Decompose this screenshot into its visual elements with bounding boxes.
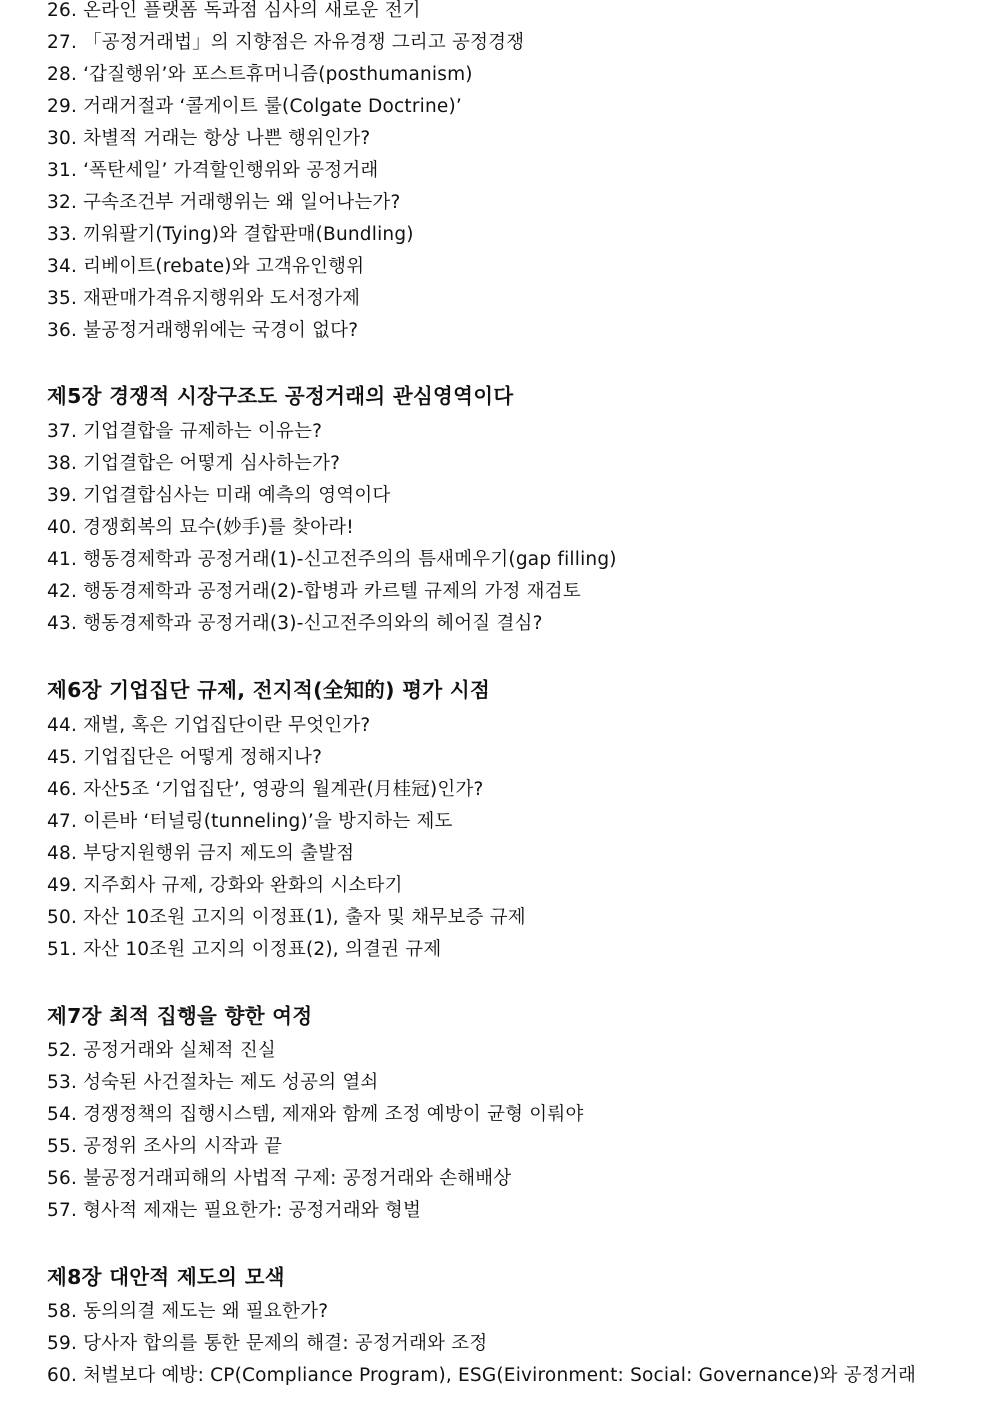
toc-item-60: 60. 처벌보다 예방: CP(Compliance Program), ESG(Eivironment: Social: Governance)와 공정거래 (47, 1365, 917, 1386)
toc-item-34: 34. 리베이트(rebate)와 고객유인행위 (47, 256, 365, 277)
toc-item-31: 31. ‘폭탄세일’ 가격할인행위와 공정거래 (47, 160, 379, 181)
toc-item-47: 47. 이른바 ‘터널링(tunneling)’을 방지하는 제도 (47, 811, 453, 832)
toc-item-59: 59. 당사자 합의를 통한 문제의 해결: 공정거래와 조정 (47, 1333, 488, 1354)
toc-item-33: 33. 끼워팔기(Tying)와 결합판매(Bundling) (47, 224, 414, 245)
toc-item-46: 46. 자산5조 ‘기업집단’, 영광의 월계관(月桂冠)인가? (47, 779, 484, 800)
chapter-7-heading: 제7장 최적 집행을 향한 여정 (47, 1004, 313, 1028)
chapter-5-heading: 제5장 경쟁적 시장구조도 공정거래의 관심영역이다 (47, 384, 514, 408)
toc-item-42: 42. 행동경제학과 공정거래(2)-합병과 카르텔 규제의 가정 재검토 (47, 581, 581, 602)
toc-item-58: 58. 동의의결 제도는 왜 필요한가? (47, 1301, 329, 1322)
toc-item-56: 56. 불공정거래피해의 사법적 구제: 공정거래와 손해배상 (47, 1168, 512, 1189)
toc-item-39: 39. 기업결합심사는 미래 예측의 영역이다 (47, 485, 391, 506)
toc-item-30: 30. 차별적 거래는 항상 나쁜 행위인가? (47, 128, 371, 149)
toc-item-28: 28. ‘갑질행위’와 포스트휴머니즘(posthumanism) (47, 64, 473, 85)
toc-item-51: 51. 자산 10조원 고지의 이정표(2), 의결권 규제 (47, 939, 442, 960)
chapter-6-heading: 제6장 기업집단 규제, 전지적(全知的) 평가 시점 (47, 678, 491, 702)
toc-item-44: 44. 재벌, 혹은 기업집단이란 무엇인가? (47, 715, 371, 736)
toc-item-26: 26. 온라인 플랫폼 독과점 심사의 새로운 전기 (47, 0, 421, 21)
toc-item-32: 32. 구속조건부 거래행위는 왜 일어나는가? (47, 192, 401, 213)
toc-item-43: 43. 행동경제학과 공정거래(3)-신고전주의와의 헤어질 결심? (47, 613, 543, 634)
toc-item-29: 29. 거래거절과 ‘콜게이트 룰(Colgate Doctrine)’ (47, 96, 462, 117)
chapter-8-heading: 제8장 대안적 제도의 모색 (47, 1265, 285, 1289)
toc-item-48: 48. 부당지원행위 금지 제도의 출발점 (47, 843, 355, 864)
toc-item-49: 49. 지주회사 규제, 강화와 완화의 시소타기 (47, 875, 403, 896)
toc-item-27: 27. 「공정거래법」의 지향점은 자유경쟁 그리고 공정경쟁 (47, 32, 525, 53)
toc-item-37: 37. 기업결합을 규제하는 이유는? (47, 421, 323, 442)
toc-item-35: 35. 재판매가격유지행위와 도서정가제 (47, 288, 361, 309)
toc-item-54: 54. 경쟁정책의 집행시스템, 제재와 함께 조정 예방이 균형 이뤄야 (47, 1104, 584, 1125)
toc-item-53: 53. 성숙된 사건절차는 제도 성공의 열쇠 (47, 1072, 379, 1093)
toc-item-55: 55. 공정위 조사의 시작과 끝 (47, 1136, 283, 1157)
toc-item-45: 45. 기업집단은 어떻게 정해지나? (47, 747, 323, 768)
toc-item-57: 57. 형사적 제재는 필요한가: 공정거래와 형벌 (47, 1200, 422, 1221)
toc-item-41: 41. 행동경제학과 공정거래(1)-신고전주의의 틈새메우기(gap filling) (47, 549, 617, 570)
toc-item-38: 38. 기업결합은 어떻게 심사하는가? (47, 453, 341, 474)
toc-item-50: 50. 자산 10조원 고지의 이정표(1), 출자 및 채무보증 규제 (47, 907, 526, 928)
toc-item-36: 36. 불공정거래행위에는 국경이 없다? (47, 320, 359, 341)
toc-item-52: 52. 공정거래와 실체적 진실 (47, 1040, 276, 1061)
toc-item-40: 40. 경쟁회복의 묘수(妙手)를 찾아라! (47, 517, 354, 538)
